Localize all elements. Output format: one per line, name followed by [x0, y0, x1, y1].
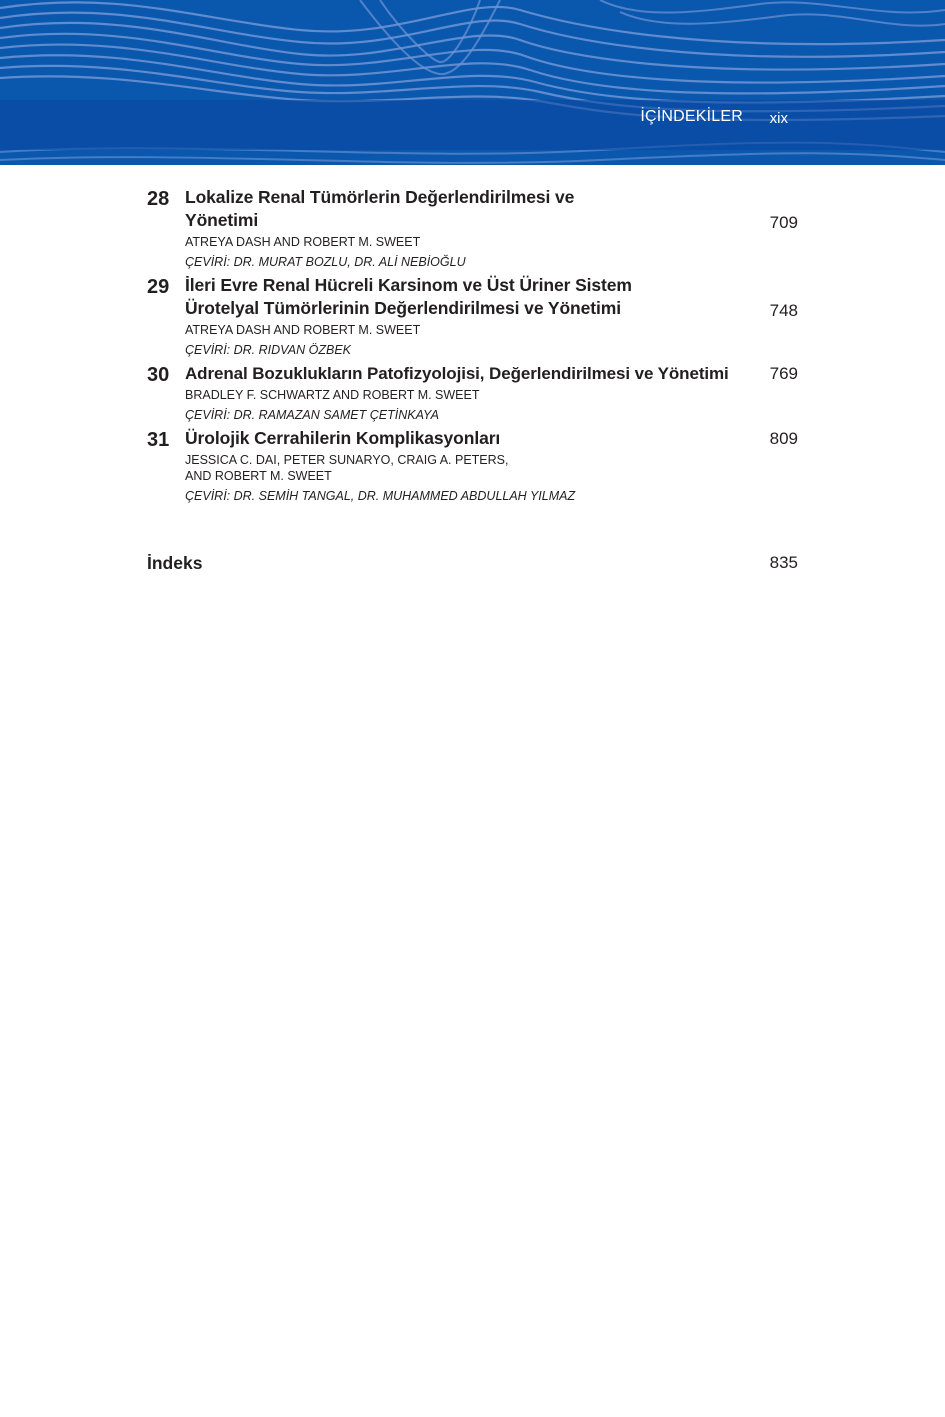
- chapter-authors: ATREYA DASH AND ROBERT M. SWEET: [185, 235, 421, 249]
- chapter-title[interactable]: Adrenal Bozuklukların Patofizyolojisi, Değerlendirilmesi ve Yönetimi: [185, 364, 729, 383]
- table-of-contents: [147, 186, 798, 508]
- header-band: [0, 100, 945, 150]
- page-number: xix: [769, 110, 788, 127]
- chapter-page: 709: [769, 213, 798, 232]
- toc-entry-29[interactable]: [147, 274, 798, 358]
- chapter-title[interactable]: İleri Evre Renal Hücreli Karsinom ve Üst Üriner Sistem Ürotelyal Tümörlerinin Değerlendirilmesi ve Yönetimi: [185, 275, 632, 318]
- chapter-title[interactable]: Ürolojik Cerrahilerin Komplikasyonları: [185, 428, 501, 448]
- chapter-authors-line-1: JESSICA C. DAI, PETER SUNARYO, CRAIG A. PETERS,: [185, 453, 509, 467]
- toc-entry-index[interactable]: [147, 553, 798, 574]
- section-title: İÇİNDEKİLER: [640, 108, 743, 125]
- chapter-number: 31: [147, 429, 170, 451]
- chapter-number: 29: [147, 276, 170, 298]
- toc-entry-28[interactable]: [147, 186, 798, 270]
- toc-entry-30[interactable]: [147, 362, 798, 423]
- page-header-banner: [0, 0, 945, 165]
- index-page: 835: [769, 553, 798, 572]
- chapter-authors: ATREYA DASH AND ROBERT M. SWEET: [185, 323, 421, 337]
- toc-entry-31[interactable]: [147, 427, 798, 504]
- chapter-number: 30: [147, 364, 170, 386]
- chapter-translators: ÇEVİRİ: DR. RIDVAN ÖZBEK: [185, 343, 352, 357]
- chapter-title[interactable]: Lokalize Renal Tümörlerin Değerlendirilmesi ve Yönetimi: [185, 187, 575, 230]
- chapter-number: 28: [147, 188, 170, 210]
- chapter-translators: ÇEVİRİ: DR. SEMİH TANGAL, DR. MUHAMMED ABDULLAH YILMAZ: [185, 489, 576, 503]
- chapter-translators: ÇEVİRİ: DR. RAMAZAN SAMET ÇETİNKAYA: [185, 408, 439, 422]
- chapter-page: 769: [769, 364, 798, 383]
- index-label[interactable]: İndeks: [147, 553, 203, 573]
- chapter-page: 809: [769, 429, 798, 448]
- chapter-authors-line-2: AND ROBERT M. SWEET: [185, 469, 332, 483]
- chapter-translators: ÇEVİRİ: DR. MURAT BOZLU, DR. ALİ NEBİOĞLU: [185, 255, 466, 269]
- chapter-authors: BRADLEY F. SCHWARTZ AND ROBERT M. SWEET: [185, 388, 480, 402]
- chapter-page: 748: [769, 301, 798, 320]
